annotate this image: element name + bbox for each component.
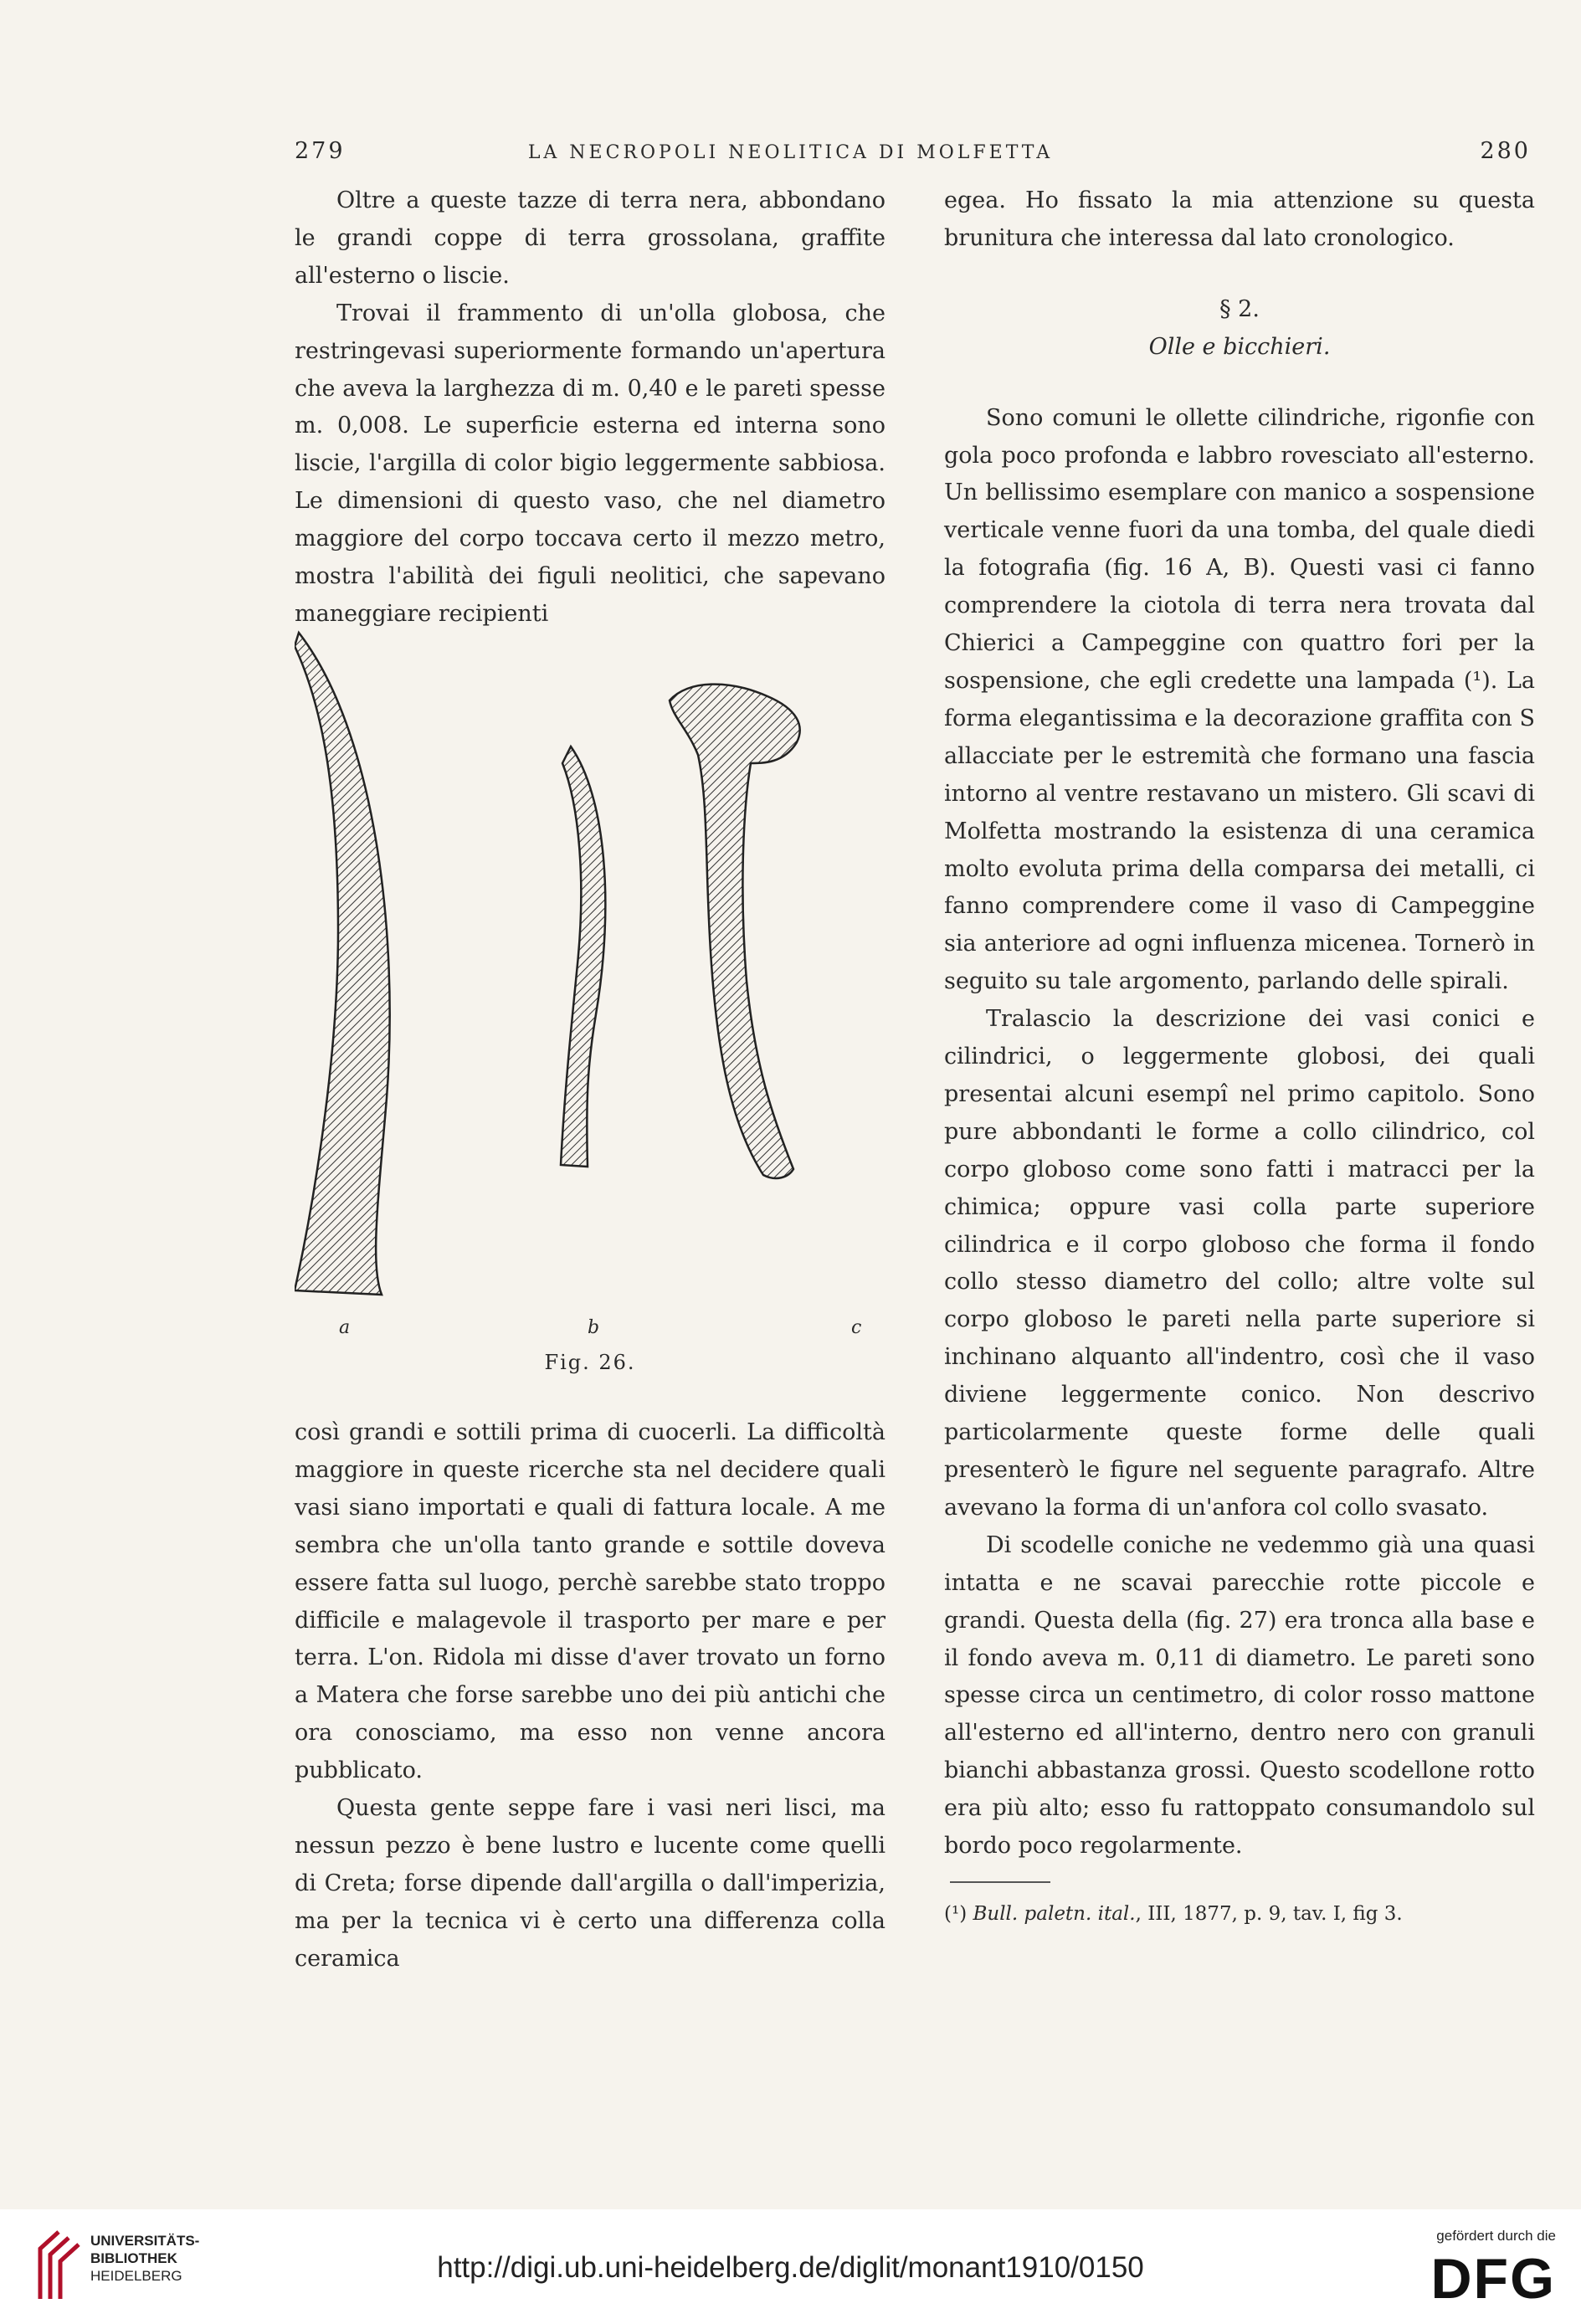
right-page-number: 280	[1480, 138, 1531, 164]
left-paragraph-4: Questa gente seppe fare i vasi neri lisci, ma nessun pezzo è bene lustro e lucente come quelli di Creta; forse dipende dall'argilla o dall'imperizia, ma per la tecnica vi è certo una differenza colla ceramica	[295, 1795, 885, 1972]
digitization-footer	[0, 2209, 1581, 2324]
left-paragraph-2: Trovai il frammento di un'olla globosa, che restringevasi superiormente formando un'apertura che aveva la larghezza di m. 0,40 e le pareti spesse m. 0,008. Le superficie esterna ed interna sono liscie, l'argilla di color bigio leggermente sabbiosa. Le dimensioni di questo vaso, che nel diametro maggiore del corpo toccava certo il mezzo metro, mostra l'abilità dei figuli neolitici, che sapevano maneggiare recipienti	[295, 300, 885, 627]
running-title: LA NECROPOLI NEOLITICA DI MOLFETTA	[527, 142, 1054, 163]
footnote-details: , III, 1877, p. 9, tav. I, fig 3.	[1135, 1903, 1403, 1925]
left-page-number: 279	[295, 138, 346, 164]
left-column-lower	[295, 1414, 885, 1978]
institution-line-1: UNIVERSITÄTS-	[90, 2233, 200, 2249]
left-paragraph-3: così grandi e sottili prima di cuocerli. La difficoltà maggiore in queste ricerche sta nel decidere quali vasi siano importati e quali di fattura locale. A me sembra che un'olla tanto grande e sottile doveva essere fatta sul luogo, perchè sarebbe stato troppo difficile e malagevole il trasporto per mare e per terra. L'on. Ridola mi disse d'aver trovato un forno a Matera che forse sarebbe uno dei più antichi che ora conosciamo, ma esso non venne ancora pubblicato.	[295, 1419, 885, 1784]
footnote-rule	[950, 1881, 1050, 1883]
fragment-b	[561, 746, 605, 1167]
institution-line-2: BIBLIOTHEK	[90, 2250, 177, 2266]
permalink-url[interactable]: http://digi.ub.uni-heidelberg.de/diglit/monant1910/0150	[437, 2251, 1144, 2284]
section-number: § 2.	[1219, 295, 1260, 322]
pottery-fragments-drawing	[295, 629, 885, 1316]
figure-label-c: c	[851, 1317, 862, 1338]
left-column	[295, 182, 885, 634]
right-column	[944, 182, 1535, 1865]
right-paragraph-1: Sono comuni le ollette cilindriche, rigonfie con gola poco profonda e labbro rovesciato all'esterno. Un bellissimo esemplare con manico a sospensione verticale venne fuori da una tomba, del quale diedi la fotografia (fig. 16 A, B). Questi vasi ci fanno comprendere la ciotola di terra nera trovata dal Chierici a Campeggine con quattro fori per la sospensione, che egli credette una lampada (¹). La forma elegantissima e la decorazione graffita con S allacciate per le estremità che formano una fascia intorno al ventre restavano un mistero. Gli scavi di Molfetta mostrando la esistenza di una ceramica molto evoluta prima della comparsa dei metalli, ci fanno comprendere come il vaso di Campeggine sia anteriore ad ogni influenza micenea. Tornerò in seguito su tale argomento, parlando delle spirali.	[944, 404, 1535, 995]
dfg-logo: DFG	[1430, 2247, 1556, 2311]
section-title: Olle e bicchieri.	[1148, 333, 1331, 360]
funder-text: gefördert durch die	[1436, 2228, 1556, 2244]
figure-label-b: b	[588, 1317, 600, 1338]
right-paragraph-2: Tralascio la descrizione dei vasi conici e cilindrici, o leggermente globosi, dei quali presentai alcuni esempî nel primo capitolo. Sono pure abbondanti le forme a collo cilindrico, col corpo globoso come sono fatti i matracci per la chimica; oppure vasi colla parte superiore cilindrica e il corpo globoso che forma il fondo collo stesso diametro del collo; altre volte sul corpo globoso le pareti nella parte superiore si inchinano alquanto all'indentro, così che il vaso diviene leggermente conico. Non descrivo particolarmente queste forme delle quali presenterò le figure nel seguente paragrafo. Altre avevano la forma di un'anfora col collo svasato.	[944, 1006, 1535, 1521]
footnote-source: Bull. paletn. ital.	[973, 1903, 1136, 1925]
right-paragraph-3: Di scodelle coniche ne vedemmo già una quasi intatta e ne scavai parecchie rotte piccole e grandi. Questa della (fig. 27) era tronca alla base e il fondo aveva m. 0,11 di diametro. Le pareti sono spesse circa un centimetro, di color rosso mattone all'esterno ed all'interno, dentro nero con granuli bianchi abbastanza grossi. Questo scodellone rotto era più alto; esso fu rattoppato consumandolo sul bordo poco regolarmente.	[944, 1531, 1535, 1860]
figure-label-a: a	[339, 1317, 351, 1338]
fragment-c	[670, 685, 800, 1178]
left-paragraph-1: Oltre a queste tazze di terra nera, abbondano le grandi coppe di terra grossolana, graffite all'esterno o liscie.	[295, 187, 885, 289]
footnote-marker: (¹)	[944, 1903, 968, 1925]
institution-line-3: HEIDELBERG	[90, 2268, 182, 2284]
figure-26	[295, 629, 885, 1383]
right-intro: egea. Ho fissato la mia attenzione su questa brunitura che interessa dal lato cronologico.	[944, 187, 1535, 251]
fragment-a	[295, 633, 390, 1295]
figure-caption: Fig. 26.	[544, 1351, 636, 1374]
footnote	[944, 1903, 1535, 1925]
